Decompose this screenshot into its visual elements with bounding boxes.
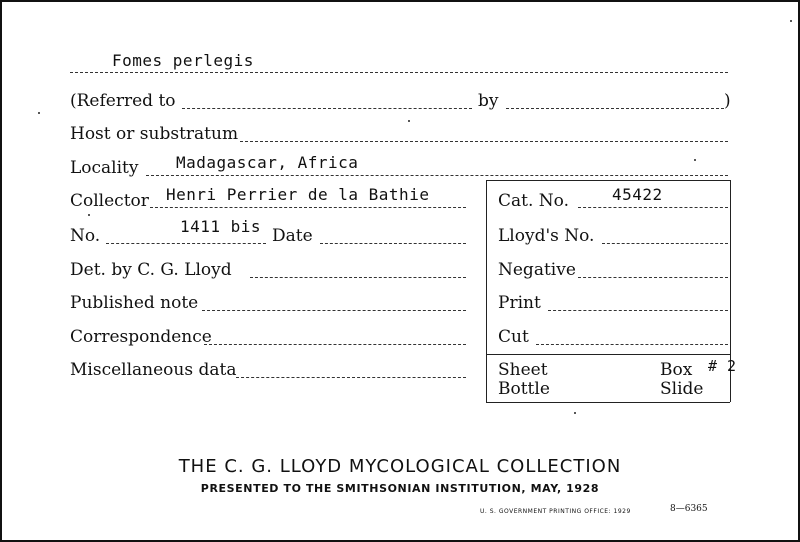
collector-label: Collector — [70, 191, 149, 211]
lloyds-no-line — [602, 243, 728, 244]
print-office-note: U. S. GOVERNMENT PRINTING OFFICE: 1929 — [480, 508, 631, 515]
cut-label: Cut — [498, 327, 529, 347]
slide-label: Slide — [660, 379, 704, 399]
negative-label: Negative — [498, 260, 576, 280]
species-line — [70, 72, 728, 73]
box-value: # 2 — [708, 357, 737, 375]
no-value: 1411 bis — [180, 217, 262, 236]
collection-subtitle: PRESENTED TO THE SMITHSONIAN INSTITUTION, MAY, 1928 — [200, 482, 600, 495]
scan-speck — [694, 159, 696, 161]
referred-to-line — [182, 108, 472, 109]
species-name: Fomes perlegis — [112, 51, 254, 70]
referred-to-label: (Referred to — [70, 91, 176, 111]
box-label: Box — [660, 360, 693, 380]
right-box-left-border — [486, 180, 487, 402]
cat-no-label: Cat. No. — [498, 191, 569, 211]
scan-speck — [88, 214, 90, 216]
sheet-label: Sheet — [498, 360, 548, 380]
right-box-top-border — [486, 180, 730, 181]
scan-speck — [408, 120, 410, 122]
bottle-label: Bottle — [498, 379, 550, 399]
scan-speck — [38, 112, 40, 114]
date-label: Date — [272, 226, 313, 246]
scan-speck — [790, 20, 792, 22]
published-line — [202, 310, 466, 311]
published-label: Published note — [70, 293, 199, 313]
locality-line — [146, 175, 728, 176]
correspondence-label: Correspondence — [70, 327, 212, 347]
cat-no-value: 45422 — [612, 185, 663, 204]
misc-line — [236, 377, 466, 378]
cat-no-line — [578, 207, 728, 208]
by-label: by — [478, 91, 499, 111]
right-box-bottom-border — [486, 402, 730, 403]
no-line — [106, 243, 266, 244]
locality-label: Locality — [70, 158, 139, 178]
correspondence-line — [204, 344, 466, 345]
host-line — [240, 141, 728, 142]
det-line — [250, 277, 466, 278]
date-line — [320, 243, 466, 244]
negative-line — [578, 277, 728, 278]
no-label: No. — [70, 226, 101, 246]
sheet-divider — [486, 354, 730, 355]
misc-label: Miscellaneous data — [70, 360, 237, 380]
locality-value: Madagascar, Africa — [176, 153, 359, 172]
scan-speck — [574, 412, 576, 414]
collector-value: Henri Perrier de la Bathie — [166, 185, 430, 204]
collector-line — [150, 207, 466, 208]
by-line — [506, 108, 724, 109]
print-line — [548, 310, 728, 311]
host-label: Host or substratum — [70, 124, 239, 144]
lloyds-no-label: Lloyd's No. — [498, 226, 595, 246]
form-number: 8—6365 — [670, 504, 708, 514]
print-label: Print — [498, 293, 541, 313]
det-label: Det. by C. G. Lloyd — [70, 260, 232, 280]
collection-title: THE C. G. LLOYD MYCOLOGICAL COLLECTION — [178, 456, 622, 477]
cut-line — [536, 344, 728, 345]
close-paren: ) — [724, 91, 731, 111]
